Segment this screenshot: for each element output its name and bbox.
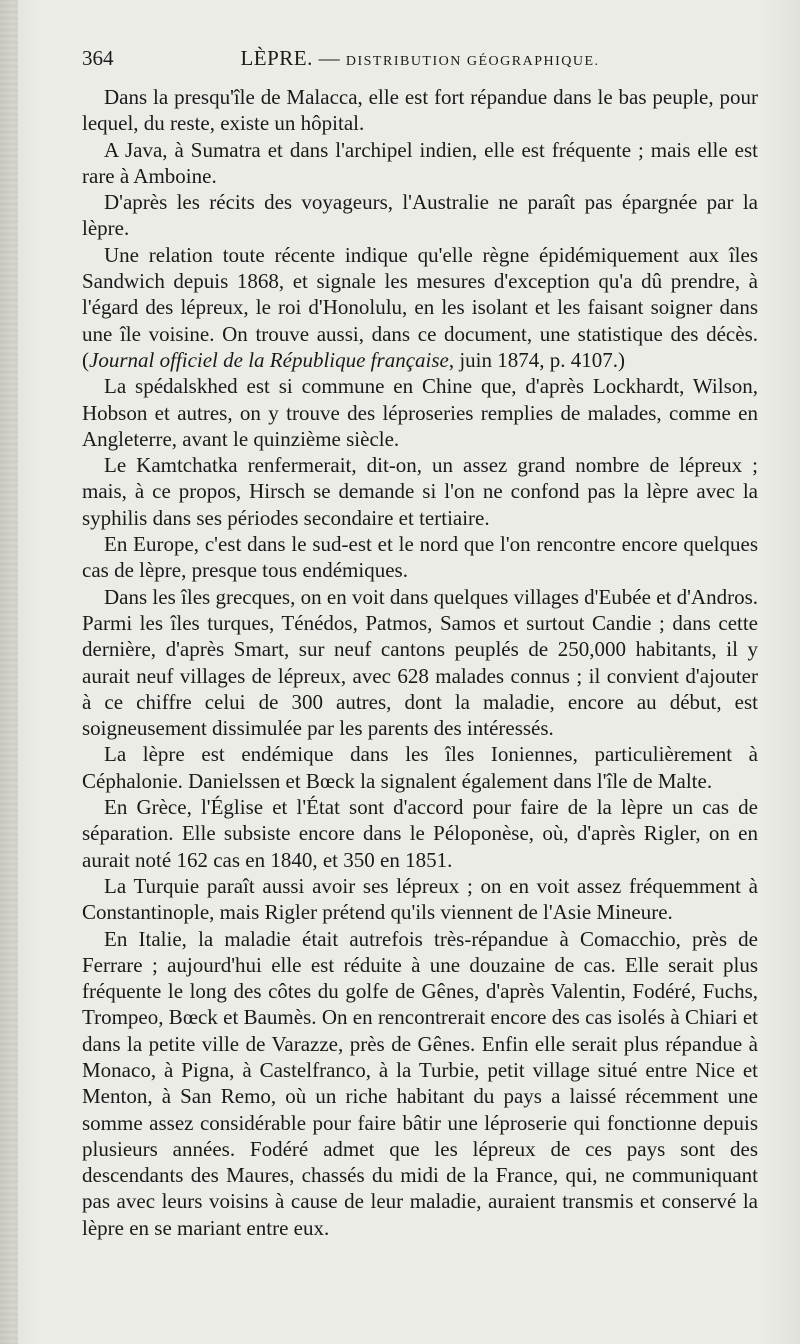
running-title-main: LÈPRE. <box>240 46 313 70</box>
paragraph-turquie: La Turquie paraît aussi avoir ses lépreux ; on en voit assez fréquemment à Constantinople, mais Rigler prétend qu'ils viennent de l'Asie Mineure. <box>82 873 758 925</box>
running-title-subtitle: DISTRIBUTION GÉOGRAPHIQUE. <box>345 54 600 69</box>
running-title-separator: — <box>318 46 341 70</box>
paragraph-sandwich-text: Une relation toute récente indique qu'elle règne épidémiquement aux îles Sandwich depuis 1868, et signale les mesures d'exception qu'a dû prendre, à l'égard des lépreux, le roi d'Honolulu, en les isolant et les faisant soigner dans une île voisine. On trouve aussi, dans ce document, une statistique des décès. ( <box>82 242 758 372</box>
paragraph-grece: En Grèce, l'Église et l'État sont d'accord pour faire de la lèpre un cas de séparation. Elle subsiste encore dans le Péloponèse, où, d'après Rigler, on en aurait noté 162 cas en 1840, et 350 en 1851. <box>82 795 758 872</box>
page-number: 364 <box>82 46 114 70</box>
paragraph-sandwich <box>82 242 758 373</box>
running-title <box>82 46 758 71</box>
paragraph-europe: En Europe, c'est dans le sud-est et le nord que l'on rencontre encore quelques cas de lèpre, presque tous endémiques. <box>82 532 758 583</box>
paragraph-australie: D'après les récits des voyageurs, l'Australie ne paraît pas épargnée par la lèpre. <box>82 190 758 241</box>
page-header <box>82 46 758 76</box>
paragraph-kamtchatka: Le Kamtchatka renfermerait, dit-on, un assez grand nombre de lépreux ; mais, à ce propos, Hirsch se demande si l'on ne confond pas la lèpre avec la syphilis dans ses périodes secondaire et tertiaire. <box>82 453 758 530</box>
paragraph-chine: La spédalskhed est si commune en Chine que, d'après Lockhardt, Wilson, Hobson et autres, on y trouve des léproseries remplies de malades, comme en Angleterre, avant le quinzième siècle. <box>82 374 758 451</box>
paragraph-iles-ioniennes: La lèpre est endémique dans les îles Ioniennes, particulièrement à Céphalonie. Danielssen et Bœck la signalent également dans l'île de Malte. <box>82 742 758 793</box>
journal-citation-details: , juin 1874, p. 4107.) <box>448 347 626 372</box>
paragraph-italie: En Italie, la maladie était autrefois très-répandue à Comacchio, près de Ferrare ; aujourd'hui elle est réduite à une douzaine de cas. Elle serait plus fréquente le long des côtes du golfe de Gênes, d'après Valentin, Fodéré, Fuchs, Trompeo, Bœck et Baumès. On en rencontrerait encore des cas isolés à Chiari et dans la petite ville de Varazze, près de Gênes. Enfin elle serait plus répandue à Monaco, à Pigna, à Castelfranco, à la Turbie, petit village situé entre Nice et Menton, à San Remo, où un riche habitant du pays a laissé récemment une somme assez considérable pour faire bâtir une léproserie qui fonctionne depuis plusieurs années. Fodéré admet que les lépreux de ces pays sont des descendants des Maures, chassés du midi de la France, qui, ne communiquant pas avec leurs voisins à cause de leur maladie, auraient transmis et conservé la lèpre en se mariant entre eux. <box>82 926 758 1240</box>
paragraph-iles-grecques: Dans les îles grecques, on en voit dans quelques villages d'Eubée et d'Andros. Parmi les îles turques, Ténédos, Patmos, Samos et surtout Candie ; dans cette dernière, d'après Smart, sur neuf cantons peuplés de 250,000 habitants, il y aurait neuf villages de lépreux, avec 628 malades connus ; il convient d'ajouter à ce chiffre celui de 300 autres, dont la maladie, encore au début, est soigneusement dissimulée par les parents des intéressés. <box>82 584 758 741</box>
paragraph-java: A Java, à Sumatra et dans l'archipel indien, elle est fréquente ; mais elle est rare à Amboine. <box>82 137 758 188</box>
paragraph-malacca: Dans la presqu'île de Malacca, elle est fort répandue dans le bas peuple, pour lequel, du reste, existe un hôpital. <box>82 85 758 136</box>
page-binding-shadow <box>0 0 18 1344</box>
body-text <box>82 84 758 1241</box>
journal-citation-title: Journal officiel de la République française <box>89 347 449 372</box>
